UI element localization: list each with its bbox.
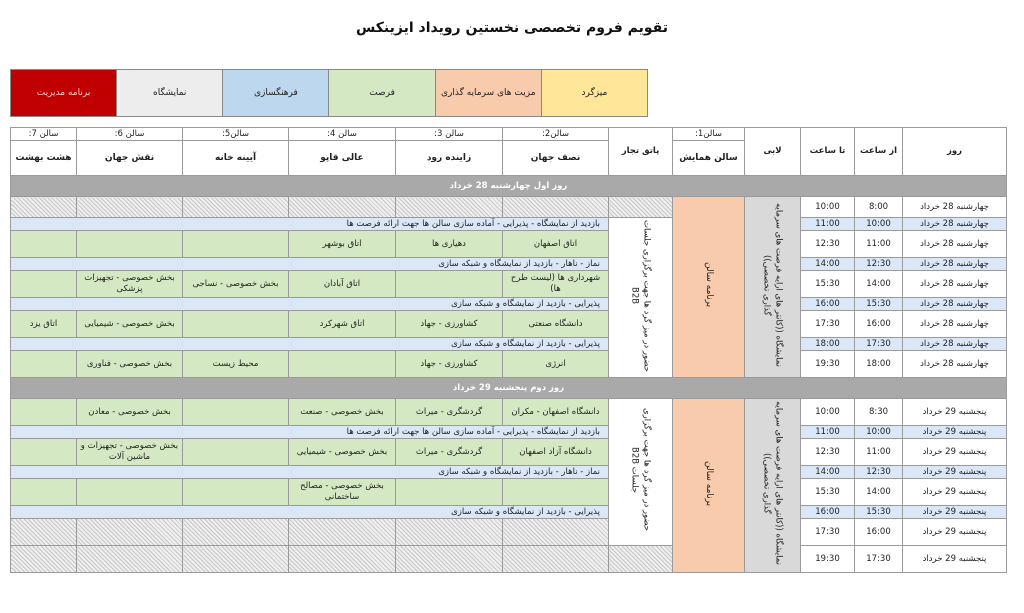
hatched-cell xyxy=(289,546,396,573)
from-cell: 17:30 xyxy=(855,546,903,573)
to-cell: 16:00 xyxy=(801,298,855,311)
header-traders: پاتق تجار xyxy=(609,128,673,176)
break-bar: پذیرایی - بازدید از نمایشگاه و شبکه سازی xyxy=(11,506,609,519)
session-cell: گردشگری - میراث xyxy=(396,439,503,466)
day1-header: روز اول چهارشنبه 28 خرداد xyxy=(11,176,1007,197)
header-hall7-name: هشت بهشت xyxy=(11,141,77,176)
header-from: از ساعت xyxy=(855,128,903,176)
session-cell: اتاق یزد xyxy=(11,311,77,338)
session-cell xyxy=(183,231,289,258)
header-day: روز xyxy=(903,128,1007,176)
session-cell xyxy=(11,351,77,378)
to-cell: 19:30 xyxy=(801,546,855,573)
from-cell: 11:00 xyxy=(855,439,903,466)
session-cell xyxy=(11,439,77,466)
hatched-cell xyxy=(503,546,609,573)
session-cell xyxy=(11,231,77,258)
hatched-cell xyxy=(503,197,609,218)
hatched-cell xyxy=(183,519,289,546)
session-cell: بخش خصوصی - تجهیزات پزشکی xyxy=(77,271,183,298)
session-cell: اتاق آبادان xyxy=(289,271,396,298)
day-cell: پنجشنبه 29 خرداد xyxy=(903,546,1007,573)
to-cell: 14:00 xyxy=(801,258,855,271)
session-cell: بخش خصوصی - صنعت xyxy=(289,399,396,426)
to-cell: 14:00 xyxy=(801,466,855,479)
schedule-table xyxy=(10,127,1007,573)
session-cell xyxy=(289,351,396,378)
to-cell: 18:00 xyxy=(801,338,855,351)
to-cell: 11:00 xyxy=(801,426,855,439)
legend xyxy=(10,69,648,117)
header-hall5-number: سالن5: xyxy=(183,128,289,141)
break-bar: پذیرایی - بازدید از نمایشگاه و شبکه سازی xyxy=(11,338,609,351)
hatched-cell xyxy=(609,197,673,218)
from-cell: 15:30 xyxy=(855,506,903,519)
hatched-cell xyxy=(77,519,183,546)
header-hall2-name: نصف جهان xyxy=(503,141,609,176)
break-bar: پذیرایی - بازدید از نمایشگاه و شبکه سازی xyxy=(11,298,609,311)
to-cell: 15:30 xyxy=(801,271,855,298)
legend-item-investment: مزیت های سرمایه گذاری xyxy=(435,70,541,116)
day-cell: چهارشنبه 28 خرداد xyxy=(903,298,1007,311)
from-cell: 10:00 xyxy=(855,218,903,231)
session-cell xyxy=(11,479,77,506)
day-cell: پنجشنبه 29 خرداد xyxy=(903,506,1007,519)
to-cell: 17:30 xyxy=(801,519,855,546)
session-cell: اتاق شهرکرد xyxy=(289,311,396,338)
hatched-cell xyxy=(289,519,396,546)
legend-item-culture: فرهنگسازی xyxy=(222,70,328,116)
day-cell: پنجشنبه 29 خرداد xyxy=(903,399,1007,426)
session-cell: دهیاری ها xyxy=(396,231,503,258)
to-cell: 12:30 xyxy=(801,439,855,466)
to-cell: 11:00 xyxy=(801,218,855,231)
session-cell: گردشگری - میراث xyxy=(396,399,503,426)
session-cell: اتاق اصفهان xyxy=(503,231,609,258)
header-hall7-number: سالن 7: xyxy=(11,128,77,141)
session-cell: دانشگاه آزاد اصفهان xyxy=(503,439,609,466)
to-cell: 16:00 xyxy=(801,506,855,519)
from-cell: 8:30 xyxy=(855,399,903,426)
hatched-cell xyxy=(11,197,77,218)
header-hall6-number: سالن 6: xyxy=(77,128,183,141)
session-cell: بخش خصوصی - مصالح ساختمانی xyxy=(289,479,396,506)
from-cell: 11:00 xyxy=(855,231,903,258)
session-cell: بخش خصوصی - فناوری xyxy=(77,351,183,378)
to-cell: 15:30 xyxy=(801,479,855,506)
session-cell: بخش خصوصی - شیمیایی xyxy=(77,311,183,338)
hatched-cell xyxy=(11,546,77,573)
session-cell: بخش خصوصی - شیمیایی xyxy=(289,439,396,466)
day2-header: روز دوم پنجشنبه 29 خرداد xyxy=(11,378,1007,399)
to-cell: 10:00 xyxy=(801,197,855,218)
header-hall3-number: سالن 3: xyxy=(396,128,503,141)
day-cell: پنجشنبه 29 خرداد xyxy=(903,519,1007,546)
header-hall1-number: سالن1: xyxy=(673,128,745,141)
hatched-cell xyxy=(609,546,673,573)
legend-item-opportunity: فرصت xyxy=(328,70,434,116)
session-cell: کشاورزی - جهاد xyxy=(396,351,503,378)
session-cell xyxy=(503,479,609,506)
hatched-cell xyxy=(396,546,503,573)
session-cell xyxy=(396,271,503,298)
day-cell: پنجشنبه 29 خرداد xyxy=(903,426,1007,439)
to-cell: 12:30 xyxy=(801,231,855,258)
session-cell: دانشگاه صنعتی xyxy=(503,311,609,338)
session-cell: شهرداری ها (لیست طرح ها) xyxy=(503,271,609,298)
break-bar: نماز - ناهار - بازدید از نمایشگاه و شبکه سازی xyxy=(11,466,609,479)
session-cell: بخش خصوصی - معادن xyxy=(77,399,183,426)
session-cell xyxy=(183,311,289,338)
break-bar: بازدید از نمایشگاه - پذیرایی - آماده سازی سالن ها جهت ارائه فرصت ها xyxy=(11,426,609,439)
session-cell: انرژی xyxy=(503,351,609,378)
legend-item-management: برنامه مدیریت xyxy=(11,70,116,116)
from-cell: 17:30 xyxy=(855,338,903,351)
day-cell: چهارشنبه 28 خرداد xyxy=(903,218,1007,231)
hatched-cell xyxy=(396,519,503,546)
day1-traders: حضور در میز گرد ها جهت برگزاری جلسات B2B xyxy=(609,218,673,378)
session-cell: اتاق بوشهر xyxy=(289,231,396,258)
hatched-cell xyxy=(11,519,77,546)
hatched-cell xyxy=(503,519,609,546)
session-cell: بخش خصوصی - نساجی xyxy=(183,271,289,298)
session-cell xyxy=(183,439,289,466)
header-hall5-name: آیینه خانه xyxy=(183,141,289,176)
from-cell: 14:00 xyxy=(855,479,903,506)
day-cell: پنجشنبه 29 خرداد xyxy=(903,479,1007,506)
day2-hall1: برنامه سالن xyxy=(673,399,745,573)
day-cell: چهارشنبه 28 خرداد xyxy=(903,231,1007,258)
from-cell: 18:00 xyxy=(855,351,903,378)
day-cell: چهارشنبه 28 خرداد xyxy=(903,258,1007,271)
hatched-cell xyxy=(183,546,289,573)
to-cell: 19:30 xyxy=(801,351,855,378)
from-cell: 12:30 xyxy=(855,258,903,271)
from-cell: 10:00 xyxy=(855,426,903,439)
session-cell xyxy=(77,231,183,258)
header-hall1-name: سالن همایش xyxy=(673,141,745,176)
day2-lobby: نمایشگاه ((کانتر های ارایه فرصت های سرمایه گذاری تخصصی)) xyxy=(745,399,801,573)
day-cell: چهارشنبه 28 خرداد xyxy=(903,197,1007,218)
header-hall6-name: نقش جهان xyxy=(77,141,183,176)
hatched-cell xyxy=(77,197,183,218)
from-cell: 8:00 xyxy=(855,197,903,218)
session-cell xyxy=(183,479,289,506)
header-lobby: لابی xyxy=(745,128,801,176)
session-cell xyxy=(396,479,503,506)
header-hall2-number: سالن2: xyxy=(503,128,609,141)
header-hall4-number: سالن 4: xyxy=(289,128,396,141)
day-cell: چهارشنبه 28 خرداد xyxy=(903,311,1007,338)
to-cell: 17:30 xyxy=(801,311,855,338)
legend-item-exhibition: نمایشگاه xyxy=(116,70,222,116)
header-hall4-name: عالی قاپو xyxy=(289,141,396,176)
header-hall3-name: زاینده رود xyxy=(396,141,503,176)
hatched-cell xyxy=(77,546,183,573)
legend-item-roundtable: میزگرد xyxy=(541,70,647,116)
day-cell: چهارشنبه 28 خرداد xyxy=(903,338,1007,351)
day-cell: چهارشنبه 28 خرداد xyxy=(903,271,1007,298)
from-cell: 12:30 xyxy=(855,466,903,479)
day2-traders: حضور در میز گرد ها جهت برگزاری جلسات B2B xyxy=(609,399,673,546)
session-cell: کشاورزی - جهاد xyxy=(396,311,503,338)
session-cell xyxy=(11,399,77,426)
hatched-cell xyxy=(396,197,503,218)
day-cell: پنجشنبه 29 خرداد xyxy=(903,439,1007,466)
from-cell: 15:30 xyxy=(855,298,903,311)
session-cell xyxy=(183,399,289,426)
day1-lobby: نمایشگاه ((کانتر های ارایه فرصت های سرمایه گذاری تخصصی)) xyxy=(745,197,801,378)
hatched-cell xyxy=(183,197,289,218)
day-cell: پنجشنبه 29 خرداد xyxy=(903,466,1007,479)
header-to: تا ساعت xyxy=(801,128,855,176)
session-cell: دانشگاه اصفهان - مکران xyxy=(503,399,609,426)
from-cell: 16:00 xyxy=(855,311,903,338)
from-cell: 16:00 xyxy=(855,519,903,546)
hatched-cell xyxy=(289,197,396,218)
day-cell: چهارشنبه 28 خرداد xyxy=(903,351,1007,378)
session-cell: بخش خصوصی - تجهیزات و ماشین آلات xyxy=(77,439,183,466)
session-cell: محیط زیست xyxy=(183,351,289,378)
break-bar: بازدید از نمایشگاه - پذیرایی - آماده سازی سالن ها جهت ارائه فرصت ها xyxy=(11,218,609,231)
to-cell: 10:00 xyxy=(801,399,855,426)
day1-hall1: برنامه سالن xyxy=(673,197,745,378)
page-title: تقویم فروم تخصصی نخستین رویداد ایزینکس xyxy=(355,20,669,36)
from-cell: 14:00 xyxy=(855,271,903,298)
session-cell xyxy=(11,271,77,298)
break-bar: نماز - ناهار - بازدید از نمایشگاه و شبکه سازی xyxy=(11,258,609,271)
session-cell xyxy=(77,479,183,506)
